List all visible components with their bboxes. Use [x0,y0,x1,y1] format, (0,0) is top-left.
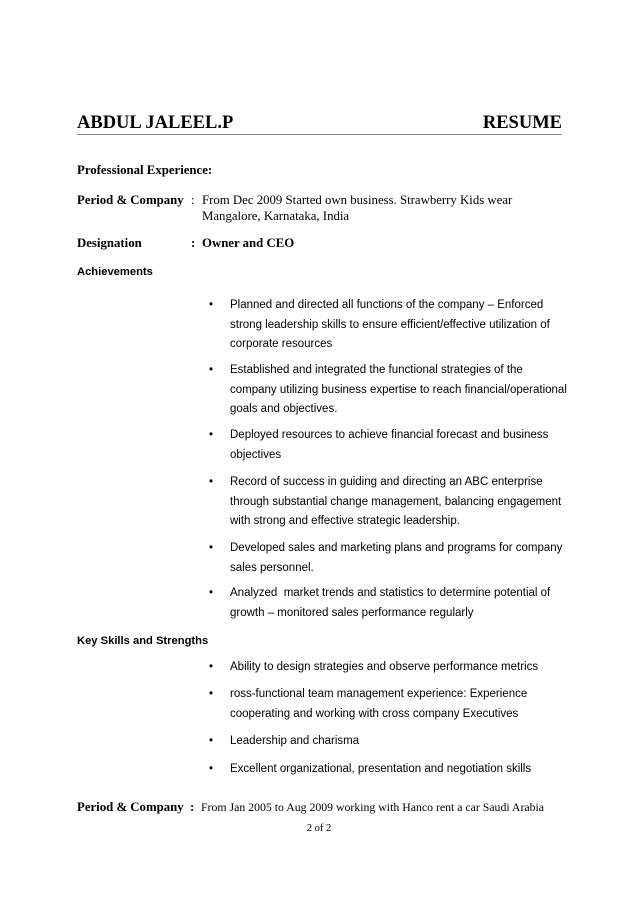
key-skills-heading: Key Skills and Strengths [77,635,209,647]
skill-text-line: ross-functional team management experience: Experience [230,688,528,700]
bullet-icon: • [209,735,214,747]
achievement-text [230,473,561,532]
skill-text [230,685,527,724]
previous-period-company-value: From Jan 2005 to Aug 2009 working with Hanco rent a car Saudi Arabia [201,800,545,814]
achievement-item [0,473,638,528]
period-company-separator: : [191,193,195,207]
section-heading-professional-experience: Professional Experience: [77,163,213,177]
achievement-text-line: Analyzed market trends and statistics to determine potential of [230,587,551,599]
candidate-name: ABDUL JALEEL.P [77,113,234,133]
achievement-item [0,426,638,461]
bullet-icon: • [209,763,214,775]
achievement-text [230,584,550,623]
skill-text-line: Excellent organizational, presentation and negotiation skills [230,763,532,775]
achievement-text-line: Developed sales and marketing plans and programs for company [230,542,563,554]
achievement-text-line: Deployed resources to achieve financial forecast and business [230,429,549,441]
skill-text-line: cooperating and working with cross company Executives [230,707,519,720]
achievement-text-line: strong leadership skills to ensure efficient/effective utilization of [230,318,550,331]
achievement-text-line: objectives [230,448,282,461]
achievement-text-line: with strong and effective strategic leadership. [230,515,460,528]
bullet-icon: • [209,542,214,554]
bullet-icon: • [209,429,214,441]
designation-label: Designation [77,236,142,250]
achievement-text-line: Record of success in guiding and directing an ABC enterprise [230,476,543,488]
achievement-item [0,361,638,416]
skill-item [0,658,638,678]
skill-item [0,760,638,780]
achievement-text-line: through substantial change management, balancing engagement [230,495,562,508]
achievement-text-line: company utilizing business expertise to reach financial/operational [230,383,567,396]
achievement-text [230,539,562,578]
achievement-item [0,296,638,351]
previous-period-company-separator: : [190,800,195,814]
achievement-text-line: Planned and directed all functions of the company – Enforced [230,299,544,311]
bullet-icon: • [209,688,214,700]
skill-text [230,760,531,780]
designation-value: Owner and CEO [202,236,295,250]
bullet-icon: • [209,587,214,599]
skill-text-line: Leadership and charisma [230,735,360,747]
achievement-item [0,539,638,574]
skill-text-line: Ability to design strategies and observe performance metrics [230,661,539,673]
previous-period-company-label: Period & Company [77,800,184,814]
achievement-text [230,296,550,355]
header-divider [77,134,562,135]
skill-text [230,658,538,678]
achievement-text-line: corporate resources [230,338,333,351]
skill-item [0,685,638,720]
bullet-icon: • [209,299,214,311]
bullet-icon: • [209,476,214,488]
bullet-icon: • [209,661,214,673]
achievement-text [230,426,548,465]
page-number: 2 of 2 [306,823,332,834]
achievement-text [230,361,567,420]
bullet-icon: • [209,364,214,376]
period-company-value-line: From Dec 2009 Started own business. Strawberry Kids wear [202,193,513,207]
designation-separator: : [191,236,196,250]
achievement-text-line: goals and objectives. [230,403,338,416]
achievement-text-line: Established and integrated the functional strategies of the [230,364,523,376]
achievement-text-line: growth – monitored sales performance regularly [230,606,474,619]
skill-item [0,732,638,752]
achievements-heading: Achievements [77,266,153,278]
period-company-value-line: Mangalore, Karnataka, India [202,209,350,223]
achievement-text-line: sales personnel. [230,561,314,574]
period-company-label: Period & Company [77,193,184,207]
achievement-item [0,584,638,619]
document-title: RESUME [482,113,562,133]
skill-text [230,732,359,752]
